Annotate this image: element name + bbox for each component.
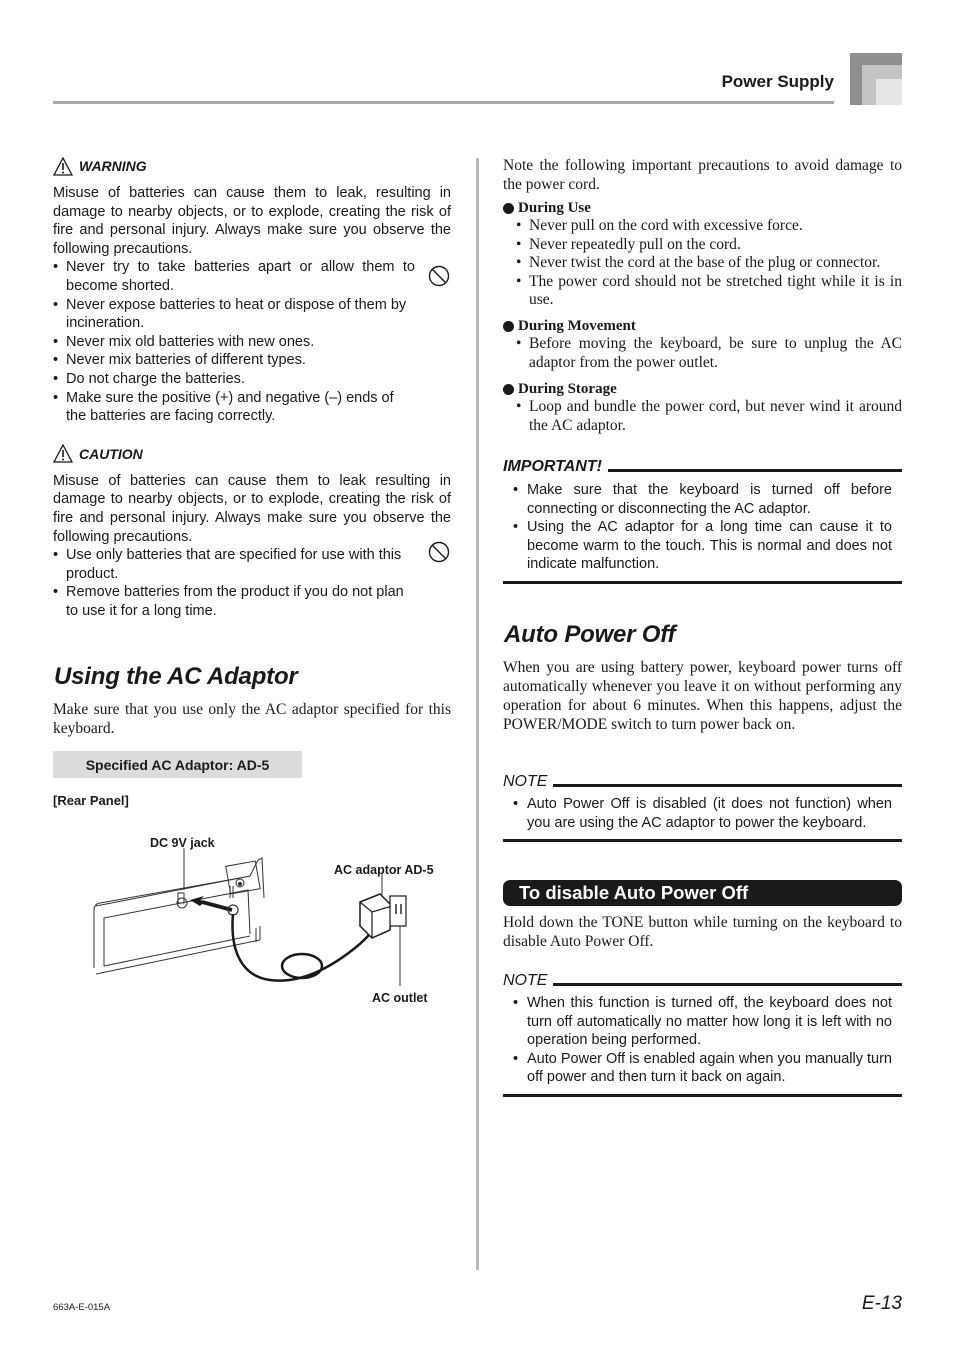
rear-panel-diagram — [90, 848, 430, 988]
bullet-dot-icon — [503, 384, 514, 395]
section-heading: During Use — [503, 200, 902, 217]
cord-section-storage — [503, 381, 902, 435]
list-item: • Never mix old batteries with new ones. — [53, 333, 415, 352]
ac-adaptor-title: Using the AC Adaptor — [54, 663, 298, 690]
cord-section-movement — [503, 318, 902, 372]
outlet-label: AC outlet — [372, 991, 428, 1005]
section-heading: During Storage — [503, 381, 902, 398]
list-item: • Never mix batteries of different types. — [53, 351, 415, 370]
warning-triangle-icon — [53, 157, 73, 176]
header-title: Power Supply — [721, 72, 834, 91]
auto-power-body: When you are using battery power, keyboard power turns off automatically whenever you leave it on without performing any operation for about 6 minutes. When this happens, adjust the POWER/MODE switch to turn power back on. — [503, 659, 902, 733]
auto-power-note — [503, 772, 902, 842]
list-item: • Never twist the cord at the base of the plug or connector. — [503, 254, 902, 273]
list-item: • Auto Power Off is enabled again when you manually turn off power and then turn it back on again. — [503, 1050, 902, 1087]
bullet-dot-icon — [503, 321, 514, 332]
caution-heading — [53, 443, 451, 465]
cord-use-list — [503, 217, 902, 310]
list-item: • Loop and bundle the power cord, but never wind it around the AC adaptor. — [503, 398, 902, 435]
disable-heading: To disable Auto Power Off — [503, 880, 902, 906]
list-item: • Make sure the positive (+) and negative (–) ends of the batteries are facing correctly. — [53, 389, 415, 426]
note-list — [503, 994, 902, 1087]
bullet-dot-icon — [503, 203, 514, 214]
caution-triangle-icon — [53, 444, 73, 463]
note-heading — [503, 772, 902, 792]
list-item: • The power cord should not be stretched tight while it is in use. — [503, 273, 902, 310]
dc-jack-label: DC 9V jack — [150, 836, 215, 850]
header-rule — [53, 101, 834, 104]
list-item: • Using the AC adaptor for a long time can cause it to become warm to the touch. This is normal and does not indicate malfunction. — [503, 518, 902, 574]
cord-section-use — [503, 200, 902, 310]
list-item: • Remove batteries from the product if you do not plan to use it for a long time. — [53, 583, 415, 620]
important-heading — [503, 457, 902, 477]
warning-label: WARNING — [79, 158, 147, 174]
list-item: • When this function is turned off, the keyboard does not turn off automatically no matter how long it is left with no operation being performed. — [503, 994, 902, 1050]
list-item: • Make sure that the keyboard is turned off before connecting or disconnecting the AC adaptor. — [503, 481, 902, 518]
list-item: • Do not charge the batteries. — [53, 370, 415, 389]
list-item: • Auto Power Off is disabled (it does not function) when you are using the AC adaptor to power the keyboard. — [503, 795, 902, 832]
caution-label: CAUTION — [79, 445, 143, 462]
note-label: NOTE — [503, 773, 548, 790]
list-item: • Never try to take batteries apart or allow them to become shorted. — [53, 258, 415, 295]
page-number: E-13 — [861, 1293, 902, 1314]
cord-movement-list — [503, 335, 902, 372]
warning-heading — [53, 155, 451, 177]
rear-panel-label: [Rear Panel] — [53, 793, 129, 808]
auto-power-title: Auto Power Off — [504, 621, 676, 648]
important-box — [503, 457, 902, 584]
note-list — [503, 795, 902, 832]
column-divider — [476, 158, 479, 1270]
prohibited-icon — [428, 265, 450, 287]
document-code: 663A-E-015A — [53, 1302, 111, 1313]
section-heading: During Movement — [503, 318, 902, 335]
caution-list — [53, 546, 415, 620]
prohibited-icon — [428, 541, 450, 563]
adaptor-label: AC adaptor AD-5 — [334, 863, 434, 877]
spec-box: Specified AC Adaptor: AD-5 — [53, 751, 302, 778]
list-item: • Never repeatedly pull on the cord. — [503, 236, 902, 255]
note-label: NOTE — [503, 972, 548, 989]
disable-body: Hold down the TONE button while turning on the keyboard to disable Auto Power Off. — [503, 914, 902, 950]
list-item: • Never pull on the cord with excessive force. — [503, 217, 902, 236]
cord-intro: Note the following important precautions to avoid damage to the power cord. — [503, 157, 902, 193]
cord-storage-list — [503, 398, 902, 435]
warning-intro: Misuse of batteries can cause them to leak, resulting in damage to nearby objects, or to explode, creating the risk of fire and personal injury. Always make sure you observe the following precautions. — [53, 185, 451, 257]
ac-adaptor-intro: Make sure that you use only the AC adaptor specified for this keyboard. — [53, 701, 451, 737]
caution-intro: Misuse of batteries can cause them to leak resulting in damage to nearby objects, or to explode, creating the risk of fire and personal injury. Always make sure you observe the following precautions. — [53, 472, 451, 545]
important-label: IMPORTANT! — [503, 458, 602, 475]
note-heading — [503, 971, 902, 991]
left-column — [53, 155, 451, 620]
list-item: • Use only batteries that are specified for use with this product. — [53, 546, 415, 583]
disable-note — [503, 971, 902, 1097]
important-list — [503, 481, 902, 574]
list-item: • Never expose batteries to heat or dispose of them by incineration. — [53, 296, 415, 333]
list-item: • Before moving the keyboard, be sure to unplug the AC adaptor from the power outlet. — [503, 335, 902, 372]
warning-list — [53, 258, 415, 425]
page-tab-marker — [850, 53, 902, 105]
